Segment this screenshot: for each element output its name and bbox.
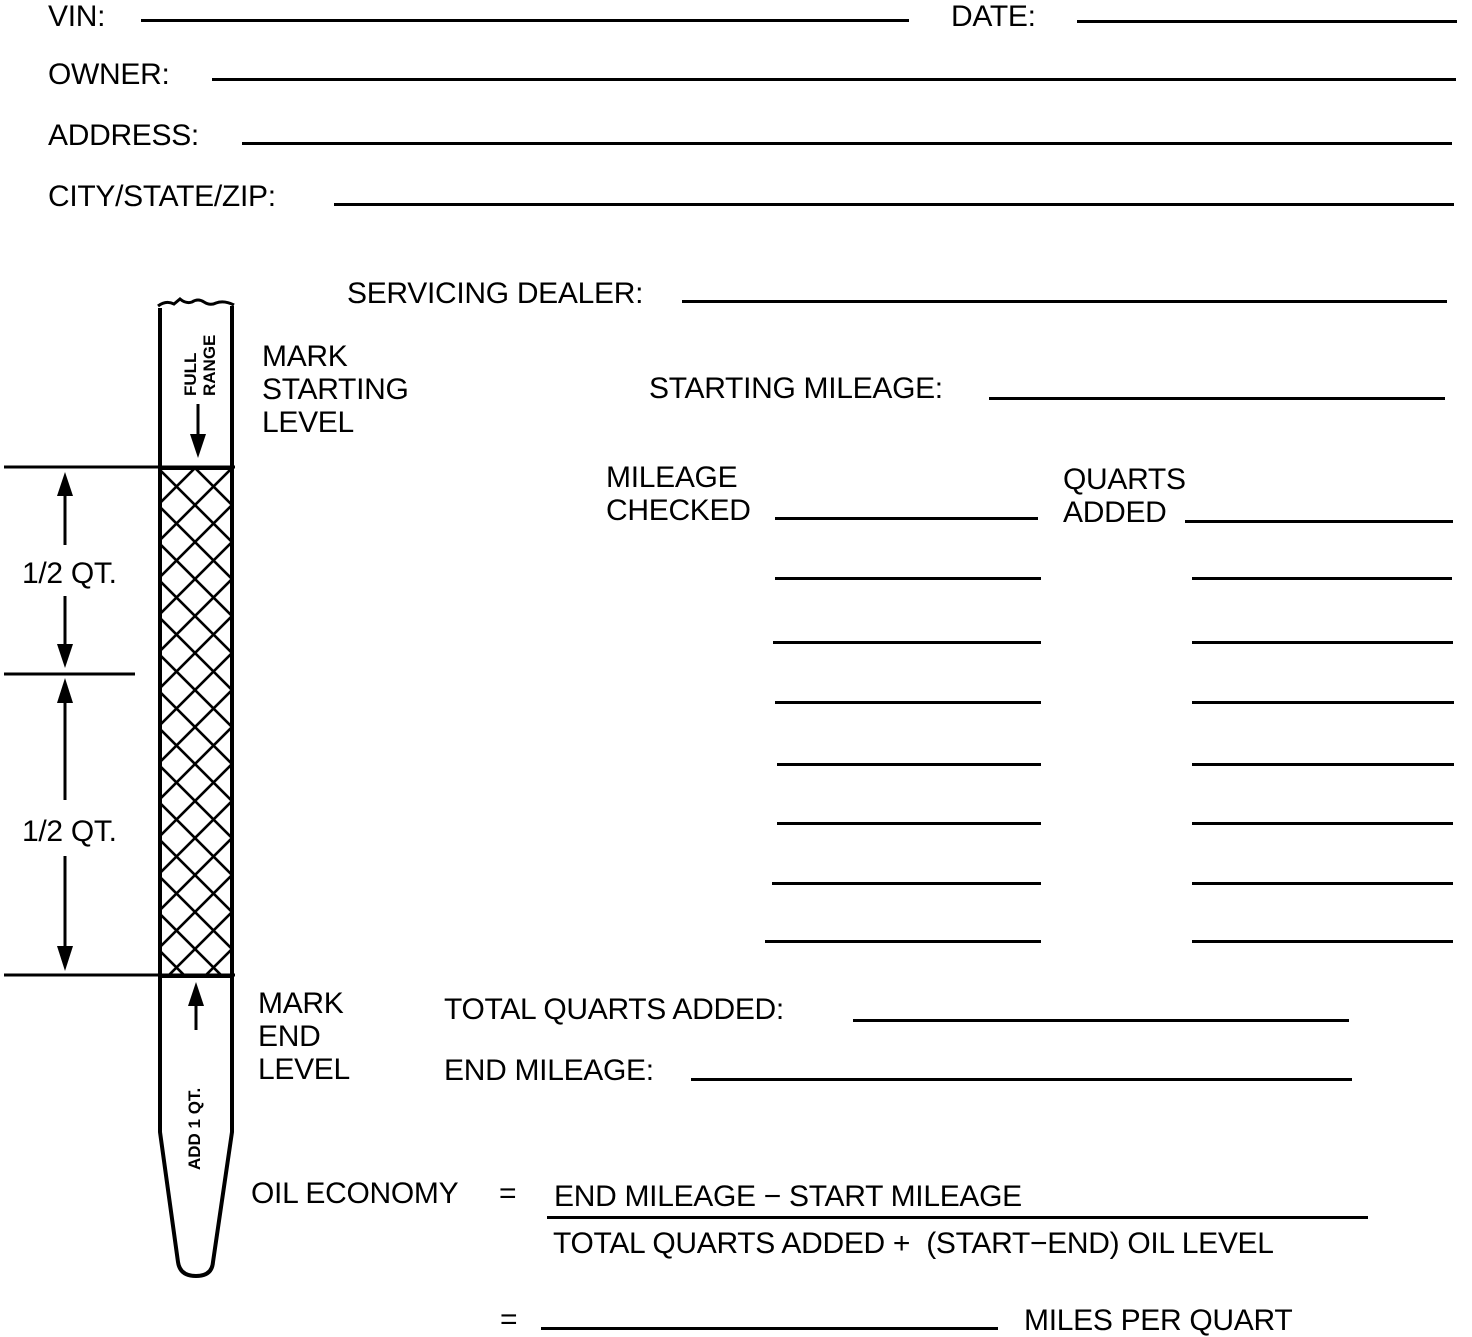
address-label: ADDRESS: [48, 119, 199, 152]
quarts-added-field[interactable] [1192, 701, 1454, 704]
formula-denominator: TOTAL QUARTS ADDED + (START−END) OIL LEVEL [553, 1227, 1274, 1260]
mark-end-level-note: MARK END LEVEL [258, 987, 350, 1086]
oil-economy-label: OIL ECONOMY [251, 1177, 459, 1210]
arrow-down-icon [57, 644, 73, 668]
end-mileage-field[interactable] [691, 1078, 1352, 1081]
quarts-added-field[interactable] [1185, 520, 1453, 523]
result-equals-sign: = [500, 1303, 518, 1336]
quarts-added-field[interactable] [1192, 763, 1454, 766]
end-mileage-label: END MILEAGE: [444, 1054, 654, 1087]
arrow-up-icon [57, 472, 73, 496]
half-quart-upper-label: 1/2 QT. [22, 557, 117, 590]
quarts-added-field[interactable] [1192, 822, 1453, 825]
starting-mileage-label: STARTING MILEAGE: [649, 372, 943, 405]
total-quarts-added-label: TOTAL QUARTS ADDED: [444, 993, 784, 1026]
quarts-added-header: QUARTS ADDED [1063, 463, 1186, 529]
miles-per-quart-label: MILES PER QUART [1024, 1304, 1293, 1337]
formula-numerator: END MILEAGE − START MILEAGE [554, 1180, 1022, 1213]
vin-label: VIN: [48, 0, 106, 33]
mileage-checked-field[interactable] [775, 517, 1038, 520]
date-label: DATE: [951, 0, 1036, 33]
servicing-dealer-label: SERVICING DEALER: [347, 277, 644, 310]
arrow-down-icon [57, 946, 73, 971]
arrow-up-icon [188, 982, 204, 1006]
mileage-checked-field[interactable] [775, 577, 1041, 580]
quarts-added-field[interactable] [1192, 940, 1453, 943]
arrow-up-icon [57, 678, 73, 703]
starting-mileage-field[interactable] [989, 397, 1445, 400]
mark-starting-level-note: MARK STARTING LEVEL [262, 340, 409, 439]
equals-sign: = [499, 1177, 517, 1210]
miles-per-quart-field[interactable] [541, 1327, 998, 1330]
city-state-zip-label: CITY/STATE/ZIP: [48, 180, 276, 213]
add-one-quart-label: ADD 1 QT. [185, 1087, 204, 1170]
mileage-checked-field[interactable] [775, 701, 1041, 704]
full-range-label: FULL RANGE [181, 334, 219, 396]
mileage-checked-field[interactable] [773, 641, 1041, 644]
quarts-added-field[interactable] [1192, 577, 1452, 580]
quarts-added-field[interactable] [1192, 882, 1453, 885]
mileage-checked-field[interactable] [777, 763, 1041, 766]
mileage-checked-field[interactable] [777, 822, 1041, 825]
total-quarts-added-field[interactable] [853, 1019, 1349, 1022]
dipstick-crosshatch [160, 468, 232, 976]
half-quart-lower-label: 1/2 QT. [22, 815, 117, 848]
mileage-checked-field[interactable] [765, 940, 1041, 943]
dipstick-break-edge [158, 299, 234, 306]
fraction-bar [547, 1216, 1368, 1219]
owner-label: OWNER: [48, 58, 170, 91]
mileage-checked-field[interactable] [772, 882, 1041, 885]
mileage-checked-header: MILEAGE CHECKED [606, 461, 751, 527]
arrow-down-icon [190, 434, 206, 458]
quarts-added-field[interactable] [1192, 641, 1453, 644]
